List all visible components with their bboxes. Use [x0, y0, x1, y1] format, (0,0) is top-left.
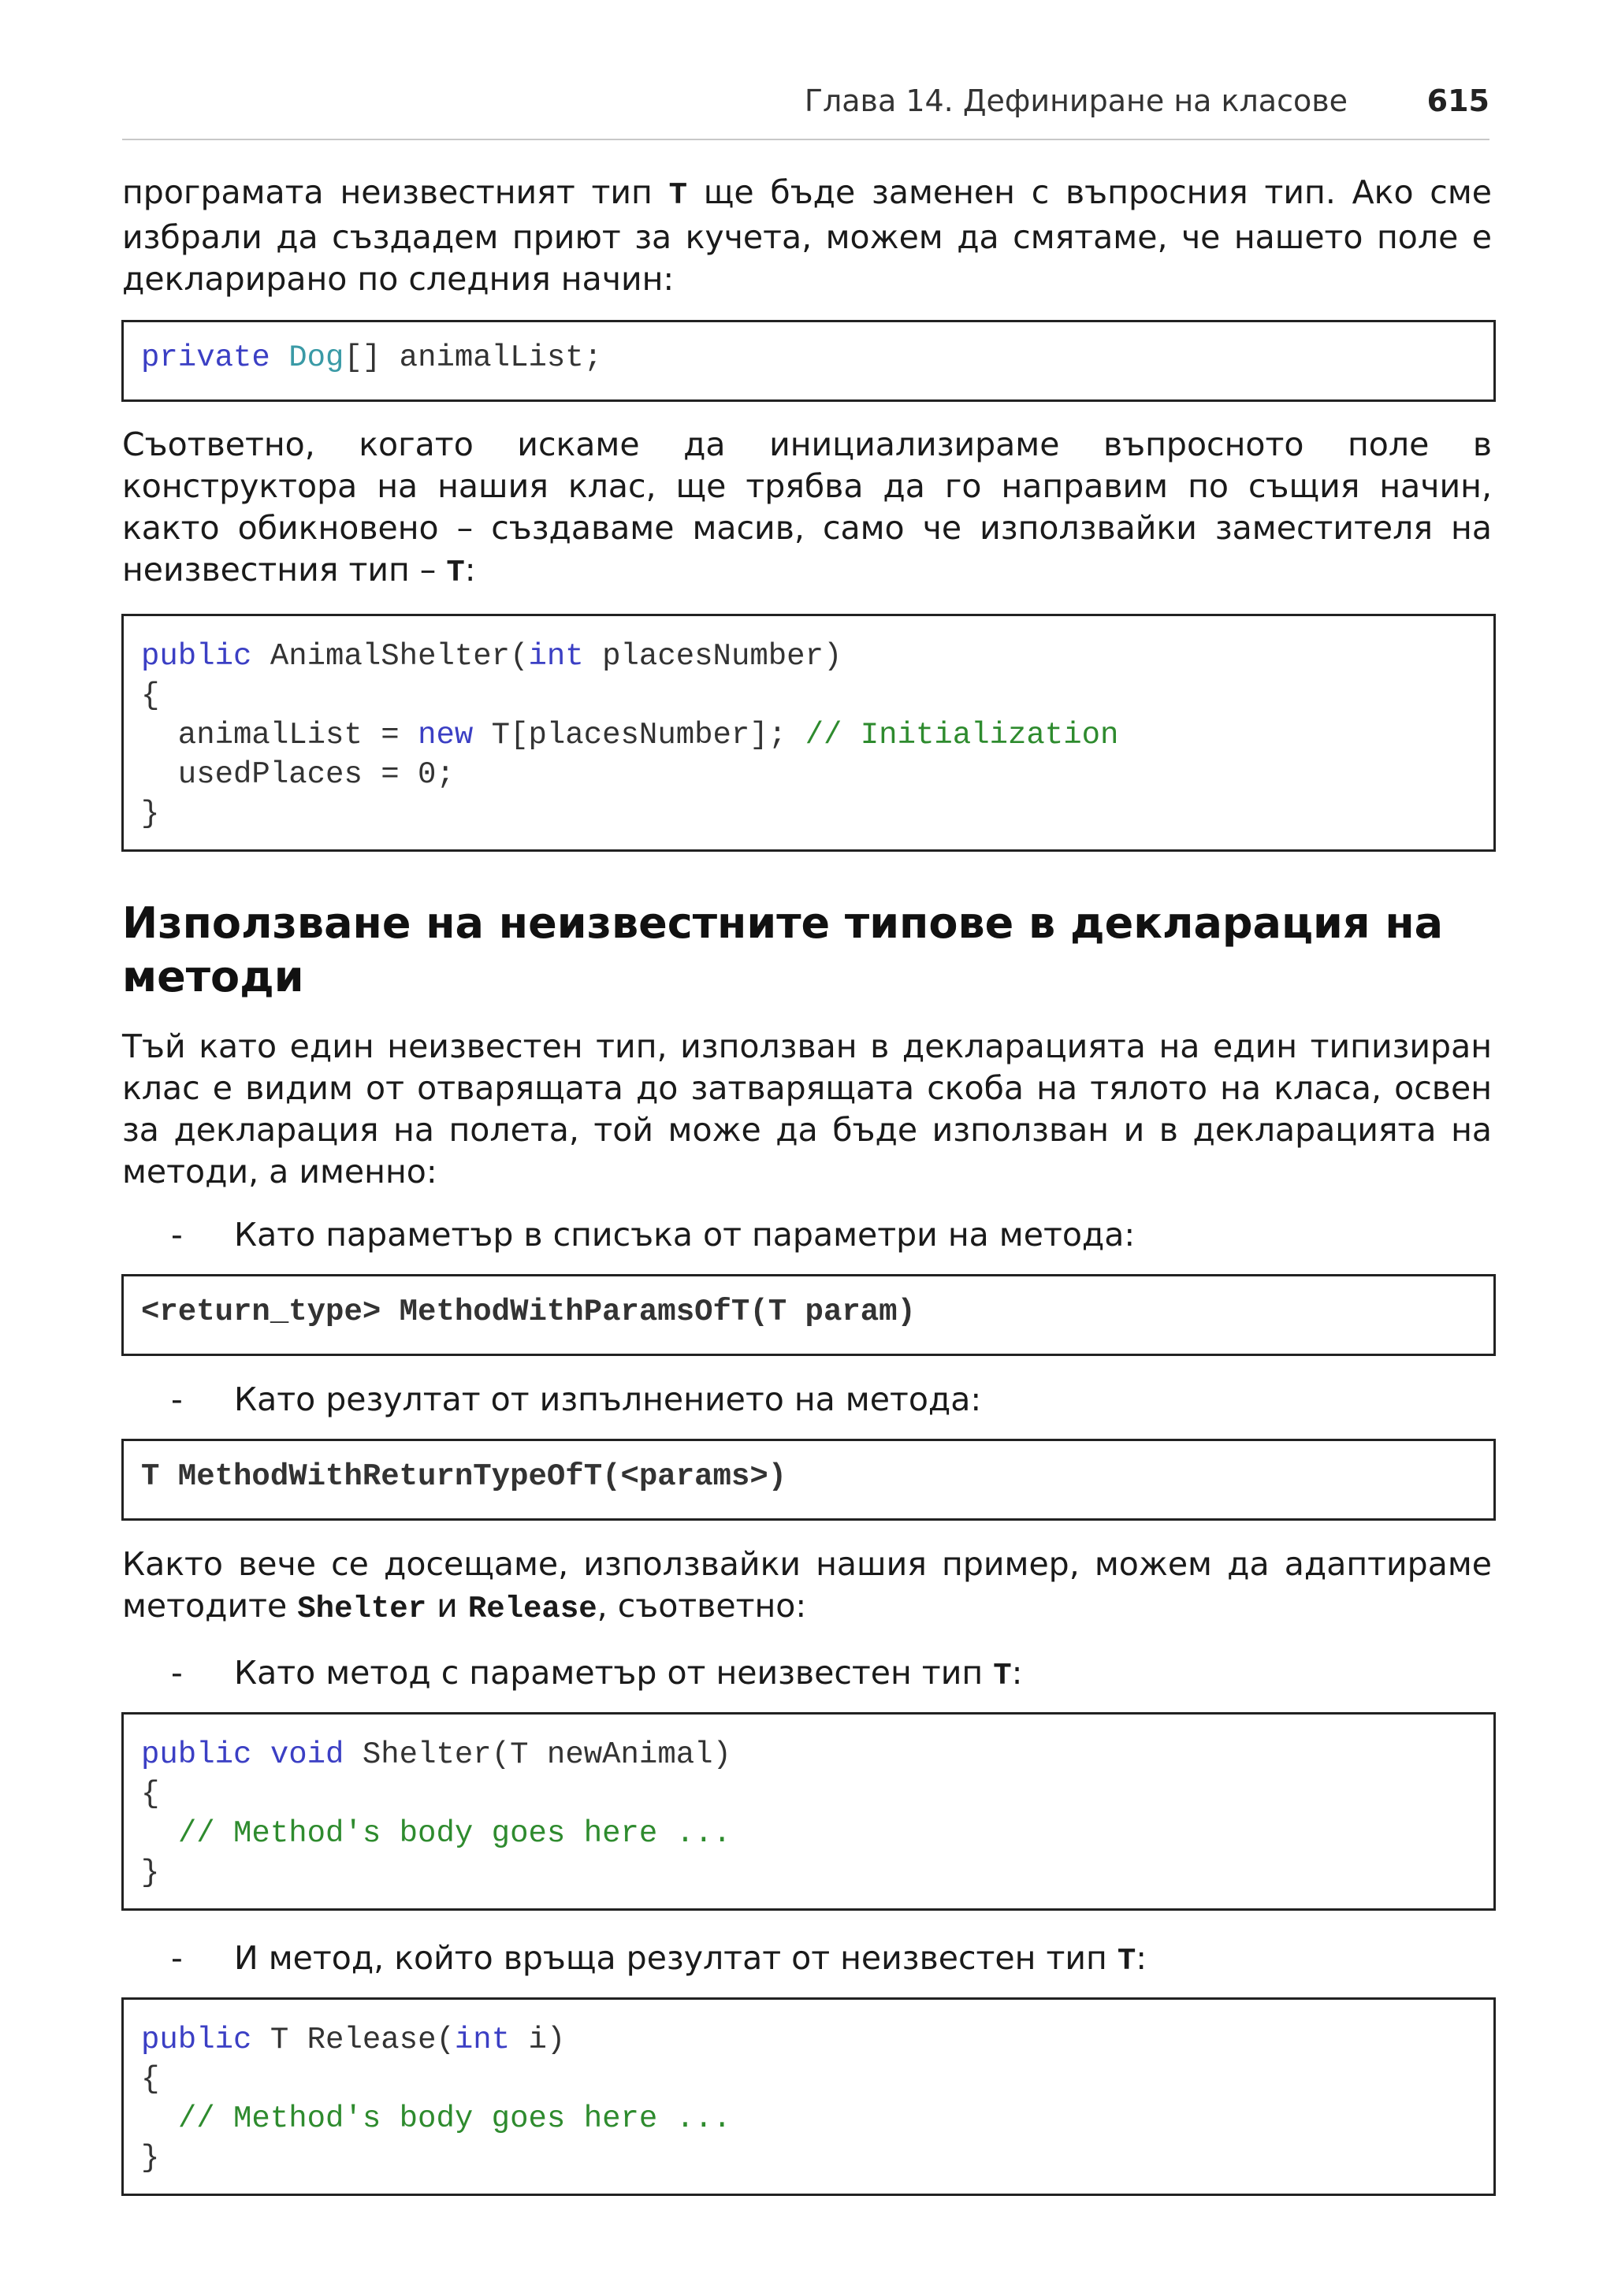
inline-code: Shelter	[297, 1592, 427, 1626]
code-block-params	[121, 1274, 1496, 1356]
text: програмата неизвестният тип	[122, 173, 669, 211]
section-heading: Използване на неизвестните типове в декларация на методи	[122, 898, 1444, 1001]
inline-code: T	[993, 1659, 1012, 1693]
code-block-release	[121, 1997, 1496, 2196]
inline-code: T	[446, 555, 465, 590]
text: Както вече се досещаме, използвайки нашия пример, можем да адаптираме методите	[122, 1545, 1492, 1625]
text: И метод, който връща резултат от неизвестен тип	[234, 1939, 1118, 1977]
code-text: }	[141, 1856, 160, 1890]
bullet-text	[234, 1652, 1022, 1697]
bullet-text	[234, 1937, 1147, 1982]
code-text: placesNumber)	[583, 639, 842, 674]
text: :	[1011, 1654, 1023, 1692]
code-text: }	[141, 797, 160, 831]
bullet-dash: -	[171, 1380, 183, 1418]
code-text: }	[141, 2141, 160, 2175]
code-text: {	[141, 678, 160, 713]
code-text: i)	[510, 2023, 566, 2057]
text: :	[1136, 1939, 1147, 1977]
code-text: T Release(	[251, 2023, 455, 2057]
text: Съответно, когато искаме да инициализираме въпросното поле в конструктора на нашия клас, ще трябва да го направим по същия начин, както обикновено – създаваме масив, само че използвайки заместителя на неизвестния тип –	[122, 425, 1492, 589]
code-keyword: public	[141, 1737, 252, 1772]
code-keyword: public	[141, 2023, 252, 2057]
text: Като метод с параметър от неизвестен тип	[234, 1654, 994, 1692]
code-comment: // Initialization	[805, 718, 1119, 752]
code-text	[141, 1816, 178, 1851]
bullet-dash: -	[171, 1654, 183, 1692]
code-text: {	[141, 1777, 160, 1811]
code-block-return	[121, 1439, 1496, 1521]
code-block-shelter	[121, 1712, 1496, 1911]
code-text: [] animalList;	[344, 340, 603, 375]
page-number: 615	[1426, 84, 1489, 118]
code-text	[141, 2101, 178, 2136]
code-keyword: public	[141, 639, 252, 674]
paragraph-methods: Тъй като един неизвестен тип, използван в декларацията на един типизиран клас е видим от отварящата до затварящата скоба на тялото на класа, освен за декларация на полета, той може да бъде използван и в декларацията на методи, а именно:	[122, 1027, 1492, 1191]
text: и	[426, 1587, 468, 1625]
inline-code: T	[1117, 1944, 1136, 1978]
text: , съответно:	[597, 1587, 807, 1625]
code-block-constructor	[121, 614, 1496, 852]
paragraph-intro	[122, 172, 1492, 300]
code-text: animalList =	[141, 718, 418, 752]
header-divider	[122, 139, 1489, 140]
text: ще бъде заменен с въпросния тип. Ако сме избрали да създадем приют за кучета, можем да смятаме, че нашето поле е декларирано по следния начин:	[122, 173, 1492, 298]
code-keyword: void	[270, 1737, 344, 1772]
paragraph-constructor	[122, 424, 1492, 594]
code-block-field	[121, 320, 1496, 402]
code-text: <return_type> MethodWithParamsOfT(T param)	[141, 1295, 916, 1329]
code-keyword: int	[454, 2023, 511, 2057]
code-type: Dog	[288, 340, 344, 375]
code-text: T[placesNumber];	[473, 718, 805, 752]
chapter-title: Глава 14. Дефиниране на класове	[804, 84, 1348, 118]
code-comment: // Method's body goes here ...	[177, 1816, 731, 1851]
page-header	[122, 82, 1489, 120]
code-text: AnimalShelter(	[251, 639, 529, 674]
bullet-dash: -	[171, 1939, 183, 1977]
code-text	[251, 1737, 270, 1772]
text: :	[464, 551, 476, 589]
code-text: usedPlaces = 0;	[141, 757, 455, 792]
code-keyword: new	[418, 718, 474, 752]
inline-code: Release	[467, 1592, 597, 1626]
code-text: Shelter(T newAnimal)	[344, 1737, 731, 1772]
code-keyword: private	[141, 340, 270, 375]
bullet-text: Като резултат от изпълнението на метода:	[234, 1380, 982, 1418]
bullet-text: Като параметър в списъка от параметри на метода:	[234, 1216, 1136, 1254]
code-comment: // Method's body goes here ...	[177, 2101, 731, 2136]
inline-code: T	[668, 178, 688, 213]
bullet-dash: -	[171, 1216, 183, 1254]
code-text: {	[141, 2062, 160, 2097]
paragraph-adapt	[122, 1544, 1492, 1630]
code-text: T MethodWithReturnTypeOfT(<params>)	[141, 1459, 787, 1494]
code-keyword: int	[528, 639, 584, 674]
